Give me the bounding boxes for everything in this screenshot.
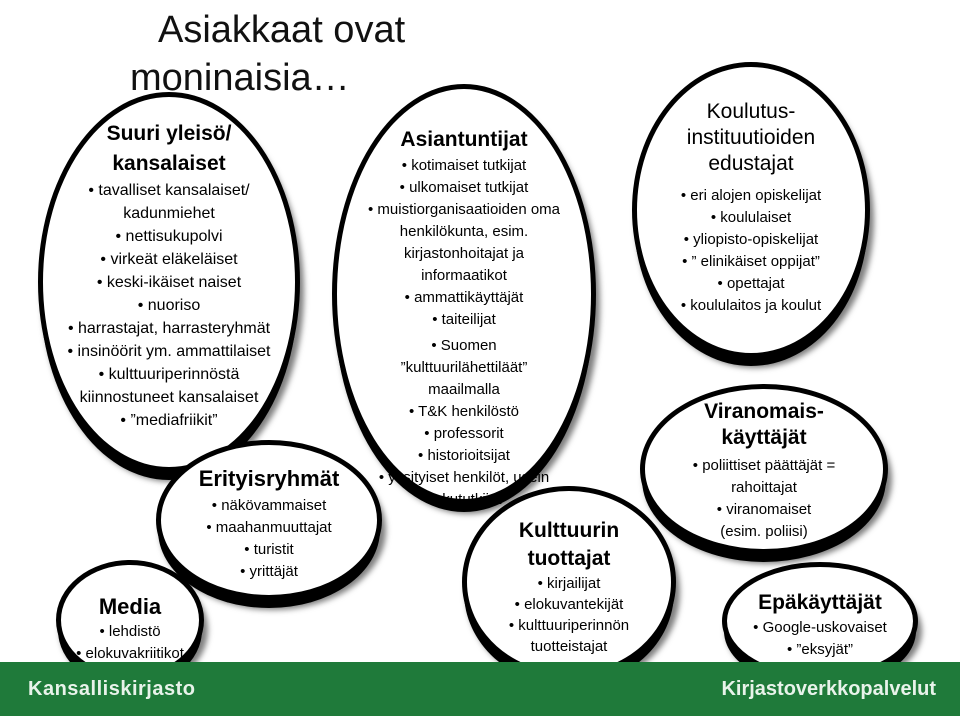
- list-item: • T&K henkilöstö: [337, 401, 591, 423]
- list-item: • poliittiset päättäjät = rahoittajat: [645, 455, 883, 499]
- oval-heading: Asiantuntijat: [400, 128, 528, 151]
- list-item: • tavalliset kansalaiset/ kadunmiehet: [43, 179, 295, 225]
- list-item: • virkeät eläkeläiset: [43, 248, 295, 271]
- list-item: • lehdistö: [61, 621, 199, 643]
- list-item: • yrittäjät: [161, 561, 377, 583]
- list-item: • Suomen ”kulttuurilähettiläät” maailmalla: [337, 331, 591, 401]
- list-item: • yksityiset henkilöt, usein sukututkijat: [337, 467, 591, 511]
- oval-heading: Epäkäyttäjät: [758, 591, 882, 614]
- oval-viranomais: [640, 384, 888, 554]
- list-item: • opettajat: [637, 273, 865, 295]
- list-item: • harrastajat, harrasteryhmät: [43, 317, 295, 340]
- footer-service-text: Kirjastoverkkopalvelut: [721, 678, 936, 700]
- list-item: • ulkomaiset tutkijat: [337, 177, 591, 199]
- list-item: • kirjailijat: [467, 573, 671, 594]
- list-item: • maahanmuuttajat: [161, 517, 377, 539]
- list-item: • kulttuuriperinnön tuotteistajat: [467, 615, 671, 657]
- oval-kulttuuri: [462, 486, 676, 678]
- oval-asiantuntijat: [332, 84, 596, 508]
- list-item: • ”mediafriikit”: [43, 409, 295, 432]
- list-item: • turistit: [161, 539, 377, 561]
- list-item: • koululaiset: [637, 207, 865, 229]
- oval-heading: Kulttuurin tuottajat: [518, 519, 620, 570]
- oval-heading: Media: [98, 594, 162, 619]
- list-item: • ammattikäyttäjät: [337, 287, 591, 309]
- list-item: • keski-ikäiset naiset: [43, 271, 295, 294]
- list-item: • taiteilijat: [337, 309, 591, 331]
- list-item: • näkövammaiset: [161, 495, 377, 517]
- oval-heading: Koulutus- instituutioiden edustajat: [686, 100, 816, 175]
- list-item: • muistiorganisaatioiden oma henkilökunta, esim. kirjastonhoitajat ja informaatikot: [337, 199, 591, 287]
- list-item: • insinöörit ym. ammattilaiset: [43, 340, 295, 363]
- list-item: • viranomaiset (esim. poliisi): [645, 499, 883, 543]
- footer-logo-text: Kansalliskirjasto: [28, 678, 196, 700]
- page-title-line2: moninaisia…: [130, 57, 350, 99]
- list-item: • Google-uskovaiset: [727, 617, 913, 639]
- page-title: Asiakkaat ovat: [158, 9, 406, 51]
- oval-heading: Suuri yleisö/ kansalaiset: [106, 122, 232, 175]
- list-item: • yliopisto-opiskelijat: [637, 229, 865, 251]
- list-item: • koululaitos ja koulut: [637, 295, 865, 317]
- oval-heading: Erityisryhmät: [198, 466, 340, 491]
- list-item: • kotimaiset tutkijat: [337, 155, 591, 177]
- list-item: • nettisukupolvi: [43, 225, 295, 248]
- list-item: • ” elinikäiset oppijat”: [637, 251, 865, 273]
- list-item: • nuoriso: [43, 294, 295, 317]
- oval-suuri-yleiso: [38, 92, 300, 472]
- footer-bar: [0, 662, 960, 716]
- list-item: • kulttuuriperinnöstä kiinnostuneet kansalaiset: [43, 363, 295, 409]
- oval-heading: Viranomais- käyttäjät: [704, 400, 824, 449]
- list-item: • professorit: [337, 423, 591, 445]
- list-item: • elokuvantekijät: [467, 594, 671, 615]
- oval-koulutus: [632, 62, 870, 358]
- list-item: • historioitsijat: [337, 445, 591, 467]
- list-item: • ”eksyjät”: [727, 639, 913, 661]
- list-item: • elokuvakriitikot: [61, 643, 199, 665]
- list-item: • eri alojen opiskelijat: [637, 185, 865, 207]
